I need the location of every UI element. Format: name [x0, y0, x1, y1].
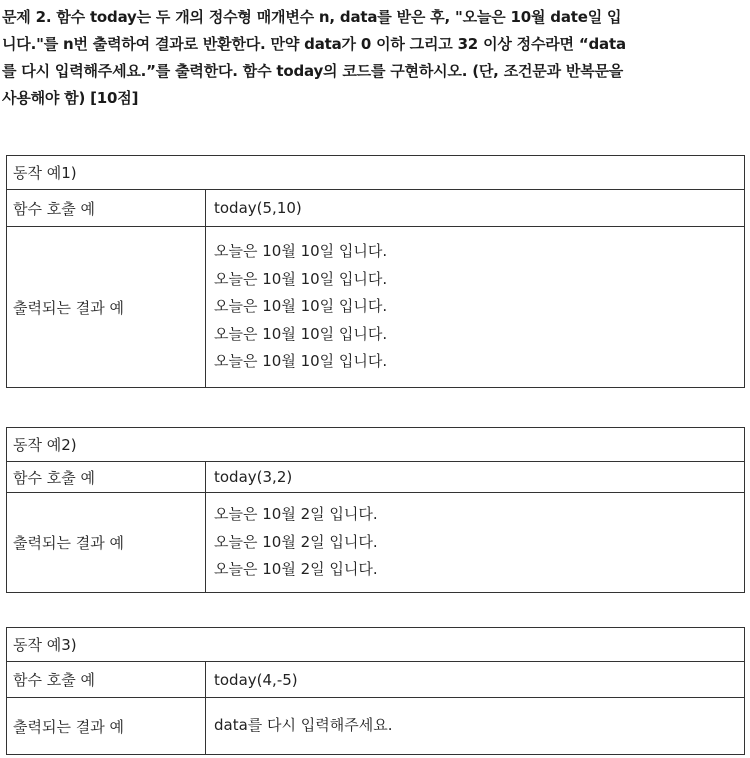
output-line: 오늘은 10월 10일 입니다. [214, 297, 388, 316]
result-row [7, 493, 744, 592]
result-row [7, 698, 744, 754]
result-values [206, 698, 744, 754]
output-line: 오늘은 10월 2일 입니다. [214, 505, 378, 524]
problem-line: 니다."를 n번 출력하여 결과로 반환한다. 만약 data가 0 이하 그리고 32 이상 정수라면 “data [2, 35, 626, 53]
example-table-1 [6, 155, 745, 388]
output-line: 오늘은 10월 2일 입니다. [214, 560, 378, 579]
problem-line: 문제 2. 함수 today는 두 개의 정수형 매개변수 n, data를 받은 후, "오늘은 10월 date일 입 [2, 8, 622, 26]
result-label: 출력되는 결과 예 [7, 227, 206, 387]
result-label: 출력되는 결과 예 [7, 698, 206, 754]
output-line: 오늘은 10월 10일 입니다. [214, 352, 388, 371]
output-line: 오늘은 10월 2일 입니다. [214, 532, 378, 551]
call-label: 함수 호출 예 [7, 462, 206, 492]
call-label: 함수 호출 예 [7, 190, 206, 226]
output-line: 오늘은 10월 10일 입니다. [214, 324, 388, 343]
example-title: 동작 예2) [7, 428, 744, 462]
call-value: today(4,-5) [214, 670, 298, 689]
call-row [7, 462, 744, 493]
call-value: today(3,2) [214, 468, 293, 486]
call-row [7, 190, 744, 227]
problem-line: 를 다시 입력해주세요.”를 출력한다. 함수 today의 코드를 구현하시오. (단, 조건문과 반복문을 [2, 62, 624, 80]
example-table-2 [6, 427, 745, 593]
call-value: today(5,10) [214, 199, 302, 217]
example-title: 동작 예1) [7, 156, 744, 190]
example-table-3 [6, 627, 745, 755]
output-line: 오늘은 10월 10일 입니다. [214, 242, 388, 261]
result-label: 출력되는 결과 예 [7, 493, 206, 592]
output-line: 오늘은 10월 10일 입니다. [214, 269, 388, 288]
example-title: 동작 예3) [7, 628, 744, 662]
problem-line: 사용해야 함) [10점] [2, 89, 139, 107]
result-row [7, 227, 744, 387]
problem-statement [2, 4, 748, 112]
call-label: 함수 호출 예 [7, 662, 206, 697]
result-values [206, 493, 744, 592]
result-values [206, 227, 744, 387]
output-line: data를 다시 입력해주세요. [214, 716, 393, 735]
call-row [7, 662, 744, 698]
